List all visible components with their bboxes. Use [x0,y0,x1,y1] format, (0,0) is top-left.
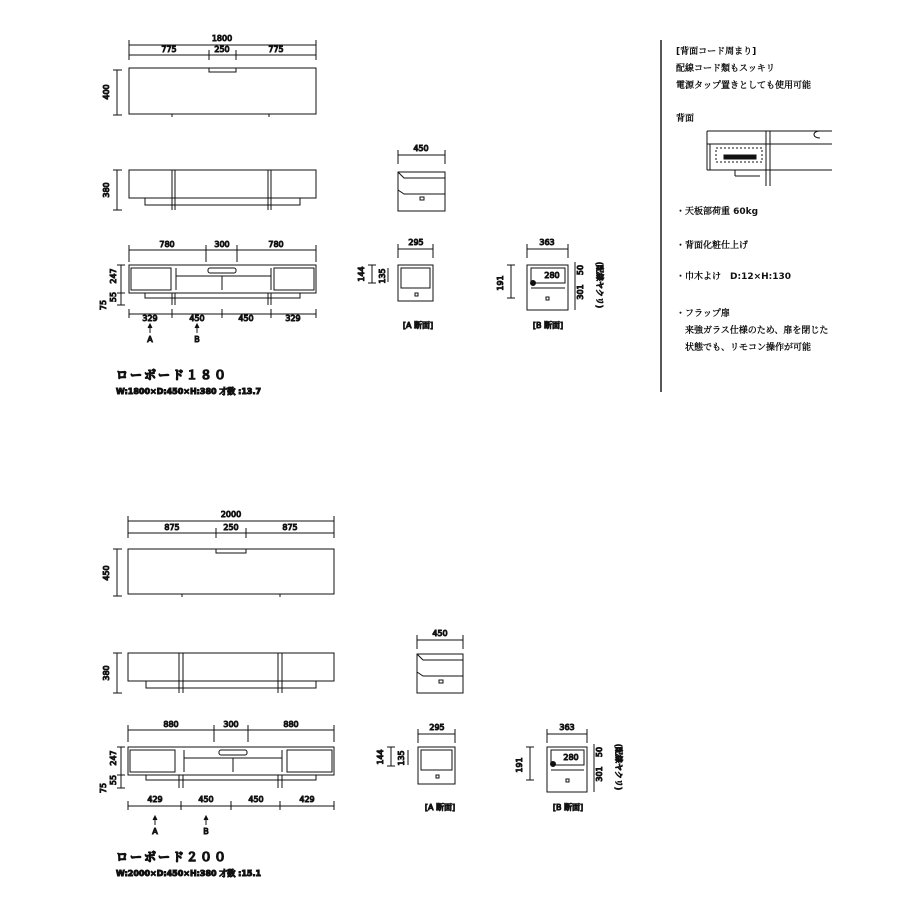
rb200-top-depth: 450 [102,565,111,581]
rb180-a-label: [A 断面] [402,321,434,330]
rb180-front-view [113,170,316,210]
rb180-bottom-2: 450 [189,314,205,323]
notes-bullet-3: ・巾木よけ D:12×H:130 [676,272,792,282]
rb200-front-view [113,653,334,693]
rb180-front-height: 380 [102,182,111,198]
rb180-b-width: 363 [539,238,555,247]
notes-line-1: 配線コード類もスッキリ [676,64,775,74]
rb180-title: ローボード１８０ [116,368,229,382]
rb200-a-height: 144 [376,749,385,765]
rb200-b-note: (配線ヤクリ) [614,743,623,791]
rb200-top-right: 875 [282,523,298,532]
rb200-sec-left: 880 [163,720,179,729]
rb200-a-width: 295 [429,723,445,732]
rb200-sec-right: 880 [283,720,299,729]
rb200-h-247: 247 [109,750,118,766]
rb200-top-view [128,549,334,597]
rb180-b-note: (配線ヤクリ) [595,261,604,309]
rb180-b-section [507,244,575,310]
rb180-h-247: 247 [109,268,118,284]
notes-heading: [背面コード周まり] [676,47,757,57]
rb200-front-height: 380 [102,665,111,681]
rb180-b-inner: 280 [544,271,560,280]
rb200-b-height: 191 [515,757,524,773]
rb200-top-width: 2000 [220,510,242,519]
rb200-side-view [417,635,463,693]
rb180-top-width: 1800 [211,34,233,43]
notes-back-label: 背面 [676,114,695,124]
rb180-top-left: 775 [161,45,177,54]
rb200-h-75: 75 [99,782,108,794]
rb180-bottom-4: 329 [285,314,301,323]
rb200-b-s2: 301 [595,766,604,782]
rb200-b-section [526,729,594,792]
rb180-h-55: 55 [109,291,118,303]
rb180-a-inner: 135 [378,268,387,284]
rb180-b-s2: 301 [576,284,585,300]
rb200-a-label: [A 断面] [424,803,456,812]
rb180-h-75: 75 [99,299,108,311]
rb200-bottom-4: 429 [299,795,315,804]
rb180-b-label: [B 断面] [532,321,564,330]
rb200-bottom-3: 450 [248,795,264,804]
rb200-b-label: [B 断面] [552,803,584,812]
rb200-spec: W:2000×D:450×H:380 才数 :15.1 [116,869,262,878]
rb180-top-mid: 250 [214,45,230,54]
rb180-sec-right: 780 [268,240,284,249]
rb180-a-width: 295 [408,238,424,247]
rb200-top-mid: 250 [223,523,239,532]
rb180-a-height: 144 [357,266,366,282]
notes-bullet-1: ・天板部荷重 60kg [676,207,759,217]
rb200-b-inner: 280 [563,753,579,762]
rb200-section-view [117,725,334,825]
rb200-title: ローボード２００ [116,850,229,864]
rb180-side-view [398,150,445,211]
rb200-a-inner: 135 [397,750,406,766]
rb200-h-55: 55 [109,774,118,786]
notes-panel [676,44,876,357]
rb200-bottom-2: 450 [198,795,214,804]
rb180-top-depth: 400 [102,84,111,100]
notes-flap-1: 来強ガラス仕様のため、扉を閉じた [676,326,829,336]
rb180-spec: W:1800×D:450×H:380 才数 :13.7 [116,387,262,396]
notes-bullet-2: ・背面化粧仕上げ [676,241,749,251]
rowboard-200-drawings [99,510,624,878]
rb180-mark-a: A [147,335,153,344]
rb180-bottom-3: 450 [238,314,254,323]
rb200-top-left: 875 [164,523,180,532]
rb180-sec-mid: 300 [214,240,230,249]
rb180-b-height: 191 [496,275,505,291]
notes-bullet-4: ・フラップ扉 [676,309,730,319]
notes-flap-2: 状態でも、リモコン操作が可能 [676,343,812,353]
rb200-b-width: 363 [559,723,575,732]
rb200-sec-mid: 300 [223,720,239,729]
rowboard-180-drawings [99,34,605,396]
notes-line-2: 電源タップ置きとしても使用可能 [676,81,812,91]
rb180-side-depth: 450 [413,144,429,153]
rb180-sec-left: 780 [159,240,175,249]
rb180-bottom-1: 329 [142,314,158,323]
rb180-mark-b: B [194,335,200,344]
rb180-top-right: 775 [268,45,284,54]
rb200-side-depth: 450 [432,629,448,638]
rb180-top-view [129,68,316,117]
rb180-b-s1: 50 [576,264,585,276]
rb200-mark-a: A [152,827,158,836]
rb200-b-s1: 50 [595,746,604,758]
rb200-mark-b: B [203,827,209,836]
rb200-bottom-1: 429 [147,795,163,804]
